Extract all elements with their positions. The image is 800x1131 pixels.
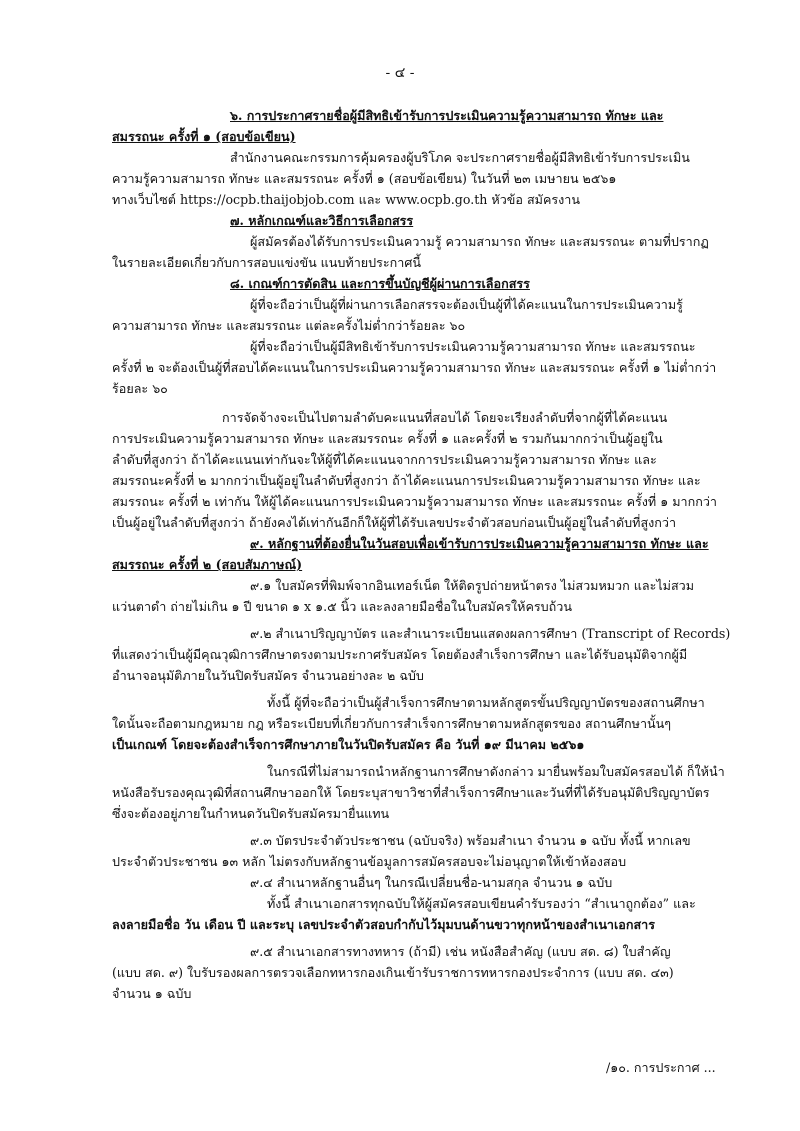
paragraph-bold: เป็นเกณฑ์ โดยจะต้องสำเร็จการศึกษาภายในวันปิดรับสมัคร คือ วันที่ ๑๙ มีนาคม ๒๕๖๑ <box>112 737 585 752</box>
paragraph: ความรู้ความสามารถ ทักษะ และสมรรถนะ ครั้งที่ ๑ (สอบข้อเขียน) ในวันที่ ๒๓ เมษายน ๒๕๖๑ <box>112 171 617 186</box>
paragraph: การประเมินความรู้ความสามารถ ทักษะ และสมรรถนะ ครั้งที่ ๑ และครั้งที่ ๒ รวมกันมากกว่าเป็นผู้อยู่ใน <box>112 431 663 446</box>
paragraph: ประจำตัวประชาชน ๑๓ หลัก ไม่ตรงกับหลักฐานข้อมูลการสมัครสอบจะไม่อนุญาตให้เข้าห้องสอบ <box>112 854 627 869</box>
continuation-note: /๑๐. การประกาศ ... <box>606 1060 716 1075</box>
item-9-2: ๙.๒ สำเนาปริญญาบัตร และสำเนาระเบียนแสดงผลการศึกษา (Transcript of Records) <box>250 626 731 641</box>
paragraph: ทั้งนี้ สำเนาเอกสารทุกฉบับให้ผู้สมัครสอบเขียนคำรับรองว่า “สำเนาถูกต้อง” และ <box>267 896 696 911</box>
item-9-1: ๙.๑ ใบสมัครที่พิมพ์จากอินเทอร์เน็ต ให้ติดรูปถ่ายหน้าตรง ไม่สวมหมวก และไม่สวม <box>250 578 695 593</box>
section-8-heading: ๘. เกณฑ์การตัดสิน และการขึ้นบัญชีผู้ผ่านการเลือกสรร <box>230 276 530 291</box>
section-6-heading: ๖. การประกาศรายชื่อผู้มีสิทธิเข้ารับการประเมินความรู้ความสามารถ ทักษะ และ <box>230 108 664 123</box>
section-9 <box>112 533 740 1004</box>
paragraph: ลำดับที่สูงกว่า ถ้าได้คะแนนเท่ากันจะให้ผู้ที่ได้คะแนนจากการประเมินความรู้ความสามารถ ทักษะ และ <box>112 452 657 467</box>
paragraph: อำนาจอนุมัติภายในวันปิดรับสมัคร จำนวนอย่างละ ๒ ฉบับ <box>112 668 424 683</box>
paragraph: ผู้ที่จะถือว่าเป็นผู้มีสิทธิเข้ารับการประเมินความรู้ความสามารถ ทักษะ และสมรรถนะ <box>250 339 696 354</box>
paragraph: ในกรณีที่ไม่สามารถนำหลักฐานการศึกษาดังกล่าว มายื่นพร้อมใบสมัครสอบได้ ก็ให้นำ <box>267 764 725 779</box>
paragraph: ผู้สมัครต้องได้รับการประเมินความรู้ ความสามารถ ทักษะ และสมรรถนะ ตามที่ปรากฏ <box>250 234 709 249</box>
paragraph: ซึ่งจะต้องอยู่ภายในกำหนดวันปิดรับสมัครมายื่นแทน <box>112 806 390 821</box>
paragraph: เป็นผู้อยู่ในลำดับที่สูงกว่า ถ้ายังคงได้เท่ากันอีกก็ให้ผู้ที่ได้รับเลขประจำตัวสอบก่อนเป็นผู้อยู่ในลำดับที่สูงกว่า <box>112 515 677 530</box>
paragraph: ร้อยละ ๖๐ <box>112 381 168 396</box>
section-7-heading: ๗. หลักเกณฑ์และวิธีการเลือกสรร <box>230 213 414 228</box>
paragraph: จำนวน ๑ ฉบับ <box>112 986 192 1001</box>
paragraph: สมรรถนะ ครั้งที่ ๒ เท่ากัน ให้ผู้ได้คะแนนการประเมินความรู้ความสามารถ ทักษะ และสมรรถนะ ครั้งที่ ๑ มากกว่า <box>112 494 717 509</box>
section-8 <box>112 273 740 533</box>
paragraph: ใดนั้นจะถือตามกฎหมาย กฎ หรือระเบียบที่เกี่ยวกับการสำเร็จการศึกษาตามหลักสูตรของ สถานศึกษานั้นๆ <box>112 716 672 731</box>
section-9-heading: ๙. หลักฐานที่ต้องยื่นในวันสอบเพื่อเข้ารับการประเมินความรู้ความสามารถ ทักษะ และ <box>250 536 709 551</box>
paragraph-bold: ลงลายมือชื่อ วัน เดือน ปี และระบุ เลขประจำตัวสอบกำกับไว้มุมบนด้านขวาทุกหน้าของสำเนาเอกสาร <box>112 917 656 932</box>
item-9-3: ๙.๓ บัตรประจำตัวประชาชน (ฉบับจริง) พร้อมสำเนา จำนวน ๑ ฉบับ ทั้งนี้ หากเลข <box>250 833 691 848</box>
paragraph: แว่นตาดำ ถ่ายไม่เกิน ๑ ปี ขนาด ๑ x ๑.๕ นิ้ว และลงลายมือชื่อในใบสมัครให้ครบถ้วน <box>112 599 572 614</box>
paragraph: การจัดจ้างจะเป็นไปตามลำดับคะแนนที่สอบได้ โดยจะเรียงลำดับที่จากผู้ที่ได้คะแนน <box>222 410 668 425</box>
section-9-heading-cont: สมรรถนะ ครั้งที่ ๒ (สอบสัมภาษณ์) <box>112 557 303 572</box>
section-7 <box>112 210 740 273</box>
item-9-5: ๙.๕ สำเนาเอกสารทางทหาร (ถ้ามี) เช่น หนังสือสำคัญ (แบบ สด. ๘) ใบสำคัญ <box>250 944 671 959</box>
paragraph: (แบบ สด. ๙) ใบรับรองผลการตรวจเลือกทหารกองเกินเข้ารับราชการทหารกองประจำการ (แบบ สด. ๔๓) <box>112 965 674 980</box>
paragraph: ทั้งนี้ ผู้ที่จะถือว่าเป็นผู้สำเร็จการศึกษาตามหลักสูตรขั้นปริญญาบัตรของสถานศึกษา <box>267 695 705 710</box>
paragraph: ที่แสดงว่าเป็นผู้มีคุณวุฒิการศึกษาตรงตามประกาศรับสมัคร โดยต้องสำเร็จการศึกษา และได้รับอนุมัติจากผู้มี <box>112 647 688 662</box>
section-6 <box>112 105 740 210</box>
paragraph: หนังสือรับรองคุณวุฒิที่สถานศึกษาออกให้ โดยระบุสาขาวิชาที่สำเร็จการศึกษาและวันที่ที่ได้รับอนุมัติปริญญาบัตร <box>112 785 710 800</box>
paragraph: ความสามารถ ทักษะ และสมรรถนะ แต่ละครั้งไม่ต่ำกว่าร้อยละ ๖๐ <box>112 318 466 333</box>
page-number: - ๔ - <box>385 65 415 81</box>
item-9-4: ๙.๔ สำเนาหลักฐานอื่นๆ ในกรณีเปลี่ยนชื่อ-นามสกุล จำนวน ๑ ฉบับ <box>250 875 613 890</box>
paragraph: สมรรถนะครั้งที่ ๒ มากกว่าเป็นผู้อยู่ในลำดับที่สูงกว่า ถ้าได้คะแนนการประเมินความรู้ความสามารถ ทักษะ และ <box>112 473 701 488</box>
paragraph: ทางเว็บไซต์ https://ocpb.thaijobjob.com และ www.ocpb.go.th หัวข้อ สมัครงาน <box>112 192 580 207</box>
paragraph: สำนักงานคณะกรรมการคุ้มครองผู้บริโภค จะประกาศรายชื่อผู้มีสิทธิเข้ารับการประเมิน <box>230 150 690 165</box>
paragraph: ครั้งที่ ๒ จะต้องเป็นผู้ที่สอบได้คะแนนในการประเมินความรู้ความสามารถ ทักษะ และสมรรถนะ ครั้งที่ ๑ ไม่ต่ำกว่า <box>112 360 717 375</box>
paragraph: ในรายละเอียดเกี่ยวกับการสอบแข่งขัน แนบท้ายประกาศนี้ <box>112 255 421 270</box>
section-6-heading-cont: สมรรถนะ ครั้งที่ ๑ (สอบข้อเขียน) <box>112 129 296 144</box>
paragraph: ผู้ที่จะถือว่าเป็นผู้ที่ผ่านการเลือกสรรจะต้องเป็นผู้ที่ได้คะแนนในการประเมินความรู้ <box>250 297 683 312</box>
